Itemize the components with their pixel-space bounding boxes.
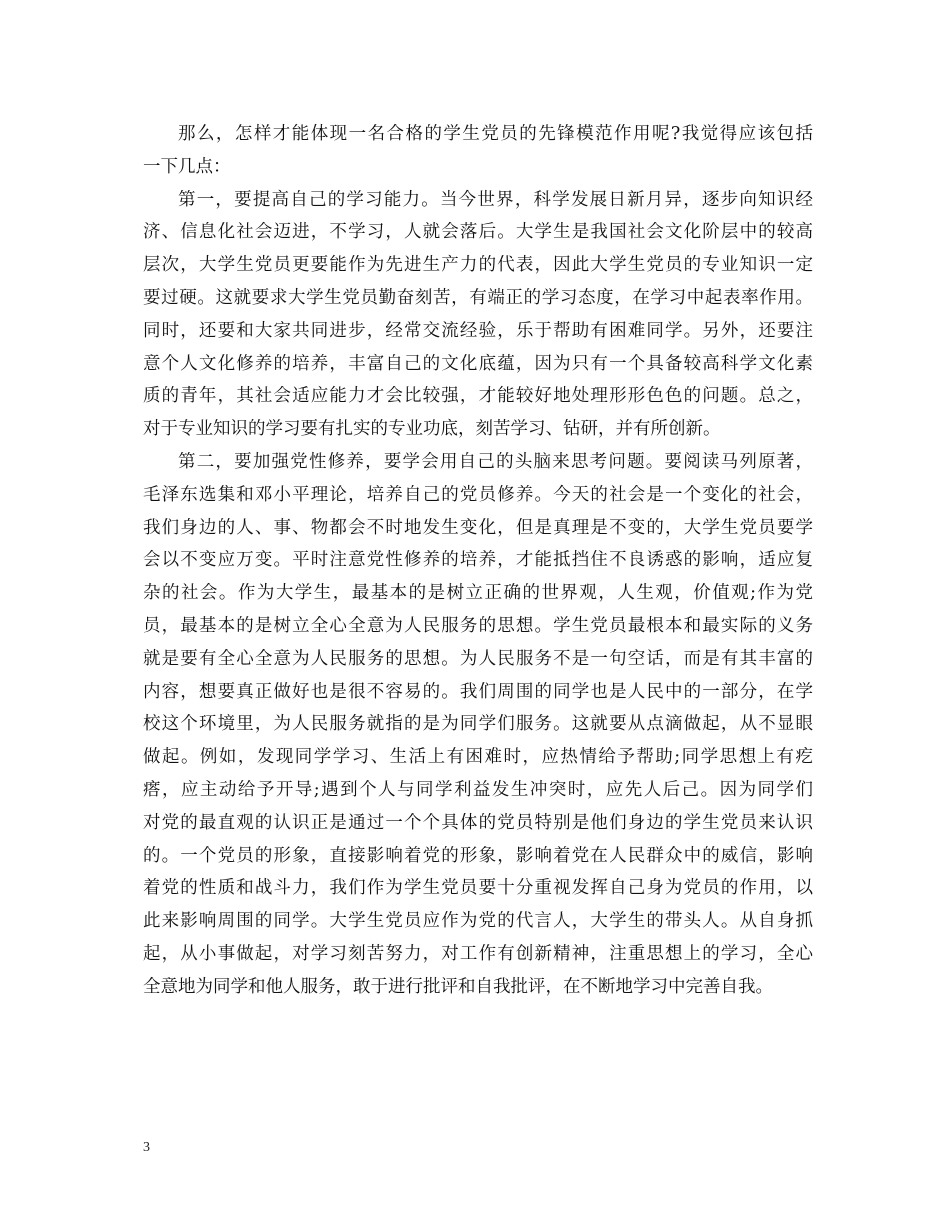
paragraph-3 xyxy=(143,446,813,1004)
text-line: 对党的最直观的认识正是通过一个个具体的党员特别是他们身边的学生党员来认识 xyxy=(143,812,813,833)
text-line: 第一，要提高自己的学习能力。当今世界，科学发展日新月异，逐步向知识经 xyxy=(178,189,813,210)
text-line: 要过硬。这就要求大学生党员勤奋刻苦，有端正的学习态度，在学习中起表率作用。 xyxy=(143,287,813,308)
paragraph-2 xyxy=(143,184,813,446)
text-line: 济、信息化社会迈进，不学习，人就会落后。大学生是我国社会文化阶层中的较高 xyxy=(143,222,813,243)
paragraph-1 xyxy=(143,118,813,184)
text-line: 第二，要加强党性修养，要学会用自己的头脑来思考问题。要阅读马列原著， xyxy=(178,451,813,472)
text-line: 就是要有全心全意为人民服务的思想。为人民服务不是一句空话，而是有其丰富的 xyxy=(143,648,813,669)
text-line: 质的青年，其社会适应能力才会比较强，才能较好地处理形形色色的问题。总之， xyxy=(143,386,813,407)
text-line: 杂的社会。作为大学生，最基本的是树立正确的世界观，人生观，价值观;作为党 xyxy=(143,583,813,604)
text-line: 那么，怎样才能体现一名合格的学生党员的先锋模范作用呢?我觉得应该包括 xyxy=(178,124,813,144)
text-line: 校这个环境里，为人民服务就指的是为同学们服务。这就要从点滴做起，从不显眼 xyxy=(143,714,813,735)
text-line: 全意地为同学和他人服务，敢于进行批评和自我批评，在不断地学习中完善自我。 xyxy=(143,976,773,997)
text-line: 瘩，应主动给予开导;遇到个人与同学利益发生冲突时，应先人后己。因为同学们 xyxy=(143,779,813,800)
text-line: 一下几点： xyxy=(143,156,231,177)
text-line: 的。一个党员的形象，直接影响着党的形象，影响着党在人民群众中的威信，影响 xyxy=(143,845,813,866)
text-line: 毛泽东选集和邓小平理论，培养自己的党员修养。今天的社会是一个变化的社会， xyxy=(143,484,813,505)
page-number: 3 xyxy=(143,1140,150,1155)
text-line: 员，最基本的是树立全心全意为人民服务的思想。学生党员最根本和最实际的义务 xyxy=(143,615,813,636)
text-line: 内容，想要真正做好也是很不容易的。我们周围的同学也是人民中的一部分，在学 xyxy=(143,681,813,702)
text-line: 此来影响周围的同学。大学生党员应作为党的代言人，大学生的带头人。从自身抓 xyxy=(143,911,813,932)
text-line: 做起。例如，发现同学学习、生活上有困难时，应热情给予帮助;同学思想上有疙 xyxy=(143,747,813,768)
body-text xyxy=(143,118,813,1004)
text-line: 层次，大学生党员更要能作为先进生产力的代表，因此大学生党员的专业知识一定 xyxy=(143,255,813,276)
text-line: 对于专业知识的学习要有扎实的专业功底，刻苦学习、钻研，并有所创新。 xyxy=(143,419,721,440)
text-line: 会以不变应万变。平时注意党性修养的培养，才能抵挡住不良诱惑的影响，适应复 xyxy=(143,550,813,571)
text-line: 起，从小事做起，对学习刻苦努力，对工作有创新精神，注重思想上的学习，全心 xyxy=(143,943,813,964)
text-line: 意个人文化修养的培养，丰富自己的文化底蕴，因为只有一个具备较高科学文化素 xyxy=(143,353,813,374)
text-line: 我们身边的人、事、物都会不时地发生变化，但是真理是不变的，大学生党员要学 xyxy=(143,517,813,538)
text-line: 同时，还要和大家共同进步，经常交流经验，乐于帮助有困难同学。另外，还要注 xyxy=(143,320,813,341)
text-line: 着党的性质和战斗力，我们作为学生党员要十分重视发挥自己身为党员的作用，以 xyxy=(143,878,813,899)
